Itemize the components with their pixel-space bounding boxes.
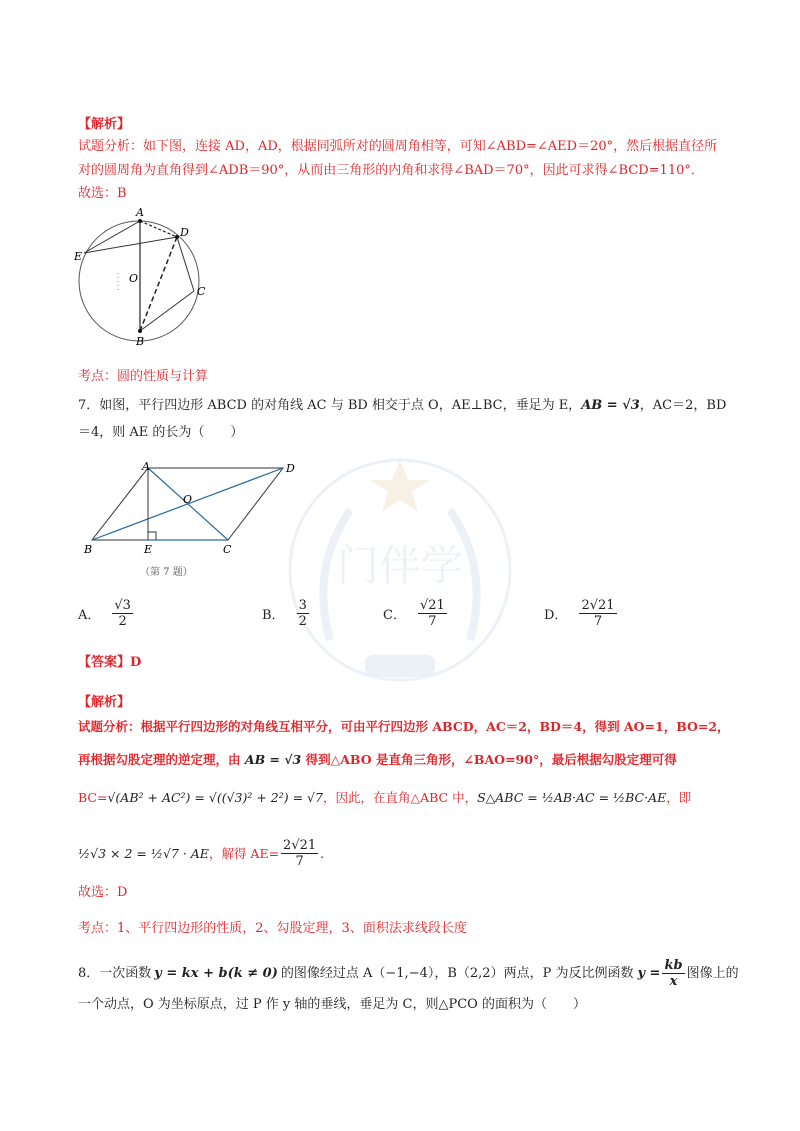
solution2-line4: ½√3 × 2 = ½√7 · AE ，解得 AE= $\frac{2√21}{7}$ . [78, 838, 325, 869]
fig1-label-o: O [129, 272, 139, 285]
circle-figure [74, 203, 224, 353]
solution2-point: 考点：1、平行四边形的性质，2、勾股定理，3、面积法求线段长度 [78, 921, 467, 936]
fig1-label-a: A [136, 206, 144, 219]
option-b: B． $\frac{3}{2}$ [262, 598, 307, 629]
q8-line1: 8．一次函数 y = kx + b(k ≠ 0) 的图像经过点 A（−1,−4），B（2,2）两点，P 为反比例函数 y = $\frac{kb}{x}$ 图像上的 [78, 958, 739, 989]
solution2-header: 【解析】 [78, 695, 131, 710]
fig1-label-e: E [74, 250, 83, 263]
fig2-label-d: D [286, 462, 295, 475]
q7-answer: 【答案】D [78, 655, 142, 670]
fig2-label-b: B [84, 543, 93, 556]
fig2-label-o: O [183, 493, 193, 506]
fig1-label-b: B [136, 335, 145, 348]
solution1-point: 考点：圆的性质与计算 [78, 369, 209, 384]
option-d: D． $\frac{2√21}{7}$ [544, 598, 615, 629]
solution2-line2: 再根据勾股定理的逆定理，由 AB = √3 得到△ABO 是直角三角形，∠BAO=90°，最后根据勾股定理可得 [78, 752, 677, 767]
fig1-label-c: C [197, 285, 206, 298]
parallelogram-figure [80, 460, 300, 585]
solution1-choice: 故选：B [78, 186, 127, 201]
solution1-header: 【解析】 [78, 117, 131, 132]
solution2-line1: 试题分析：根据平行四边形的对角线互相平分，可由平行四边形 ABCD，AC＝2，BD＝4，得到 AO=1，BO=2， [78, 719, 730, 734]
solution2-choice: 故选：D [78, 885, 128, 900]
watermark-text: 门伴学 [336, 541, 464, 590]
fig2-caption: （第 7 题） [140, 567, 193, 578]
solution1-line2: 对的圆周角为直角得到∠ADB＝90°，从而由三角形的内角和求得∠BAD＝70°，因此可求得∠BCD=110°． [78, 163, 704, 178]
q7-line2: ＝4，则 AE 的长为（ ） [78, 425, 244, 440]
fig2-label-e: E [144, 543, 153, 556]
solution1-line1: 试题分析：如下图，连接 AD，AD，根据同弧所对的圆周角相等，可知∠ABD=∠AED＝20°，然后根据直径所 [78, 139, 718, 154]
q7-line1: 7．如图，平行四边形 ABCD 的对角线 AC 与 BD 相交于点 O，AE⊥BC，垂足为 E，AB = √3，AC＝2，BD [78, 398, 727, 413]
fig2-label-c: C [223, 543, 232, 556]
watermark-logo [270, 440, 530, 700]
fig1-label-d: D [180, 226, 189, 239]
q8-line2: 一个动点，O 为坐标原点，过 P 作 y 轴的垂线，垂足为 C，则△PCO 的面积为（ ） [78, 997, 586, 1012]
solution2-line3: BC=√(AB² + AC²) = √((√3)² + 2²) = √7，因此，在直角△ABC 中，S△ABC = ½AB·AC = ½BC·AE，即 [78, 790, 692, 805]
option-c: C． $\frac{√21}{7}$ [383, 598, 445, 629]
fig2-label-a: A [142, 460, 150, 473]
option-a: A． $\frac{√3}{2}$ [78, 598, 131, 629]
